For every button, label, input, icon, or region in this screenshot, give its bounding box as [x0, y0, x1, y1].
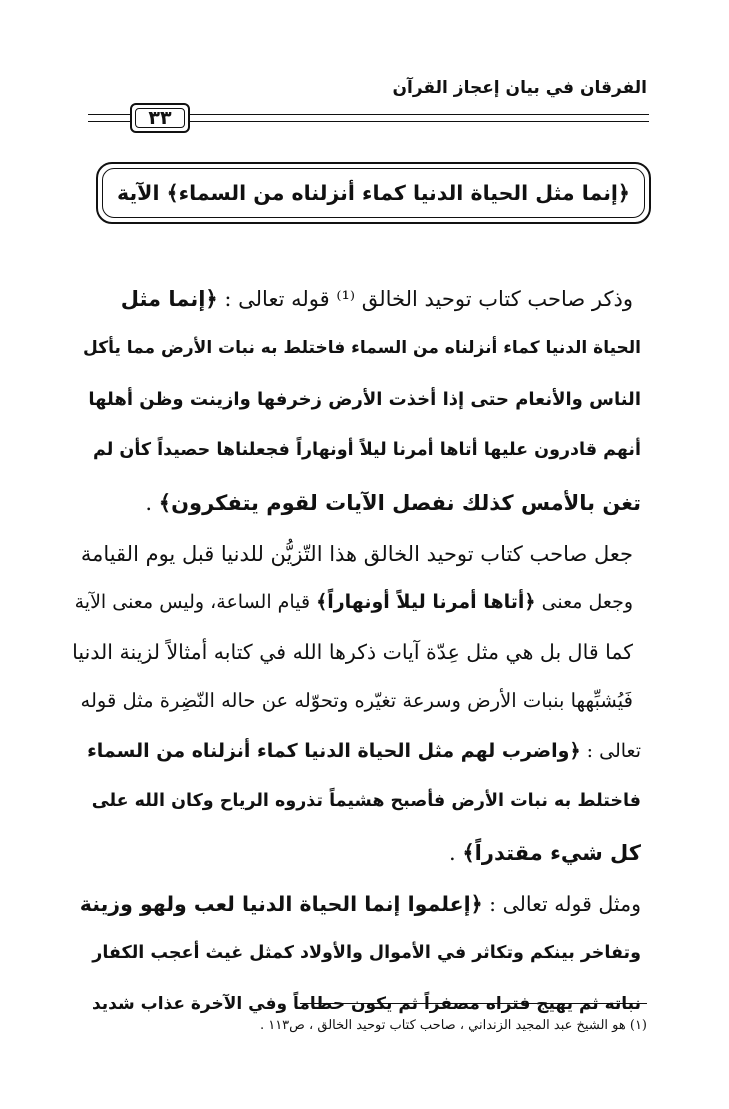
quran-quote: فاختلط به نبات الأرض فأصبح هشيماً تذروه الرياح وكان الله على — [91, 791, 641, 811]
page-number: ٣٣ — [148, 107, 172, 129]
line-segment: فَيُشبِّهها بنبات الأرض وسرعة تغيّره وتحوّله عن حاله النّضِرة مثل قوله — [80, 689, 633, 712]
text-line — [80, 894, 641, 915]
line-segment: وجعل معنى — [535, 591, 633, 613]
quran-quote: ﴿أتاها أمرنا ليلاً أونهاراً﴾ — [316, 591, 536, 613]
text-line — [87, 742, 641, 761]
quran-quote: الحياة الدنيا كماء أنزلناه من السماء فاختلط به نبات الأرض مما يأكل — [83, 338, 641, 358]
text-line — [80, 691, 633, 711]
quran-quote: ﴿إنما مثل — [120, 287, 218, 311]
text-line — [92, 996, 641, 1013]
footnote-rule — [300, 1003, 647, 1004]
text-line — [92, 793, 641, 811]
line-segment: جعل صاحب كتاب توحيد الخالق هذا التّزيُّن للدنيا قبل يوم القيامة — [80, 542, 633, 566]
running-header: الفرقان في بيان إعجاز القرآن — [392, 78, 647, 98]
page-number-box — [130, 103, 190, 133]
line-segment: . — [449, 841, 463, 865]
text-line — [449, 843, 641, 864]
quran-quote: نباته ثم يهيج فتراه مصفراً ثم يكون حطاماً وفي الآخرة عذاب شديد — [91, 994, 641, 1014]
line-segment: تعالى : — [580, 740, 641, 762]
line-segment: ومثل قوله تعالى : — [482, 892, 641, 916]
quran-quote: ﴿واضرب لهم مثل الحياة الدنيا كماء أنزلناه من السماء — [87, 740, 581, 762]
section-heading-frame — [96, 162, 651, 224]
quran-quote: الناس والأنعام حتى إذا أخذت الأرض زخرفها وازينت وظن أهلها — [88, 389, 641, 410]
text-line — [145, 493, 641, 514]
text-line — [83, 340, 641, 357]
text-line — [75, 593, 633, 612]
text-line — [121, 289, 633, 310]
line-segment: وذكر صاحب كتاب توحيد الخالق ⁽¹⁾ قوله تعالى : — [217, 287, 633, 311]
text-line — [88, 391, 641, 409]
footnote: (١) هو الشيخ عبد المجيد الزنداني ، صاحب كتاب توحيد الخالق ، ص١١٣ . — [259, 1018, 647, 1033]
text-line — [93, 442, 641, 460]
quran-quote: وتفاخر بينكم وتكاثر في الأموال والأولاد كمثل غيث أعجب الكفار — [92, 943, 641, 963]
text-line — [72, 642, 633, 663]
quran-quote: أنهم قادرون عليها أتاها أمرنا ليلاً أونهاراً فجعلناها حصيداً كأن لم — [93, 440, 641, 460]
quran-quote: كل شيء مقتدراً﴾ — [462, 841, 641, 865]
text-line — [81, 544, 633, 565]
line-segment: كما قال بل هي مثل عِدّة آيات ذكرها الله في كتابه أمثالاً لزينة الدنيا — [72, 640, 633, 664]
line-segment: . — [145, 491, 159, 515]
text-line — [92, 945, 641, 963]
quran-quote: تغن بالأمس كذلك نفصل الآيات لقوم يتفكرون﴾ — [158, 491, 641, 515]
quran-quote: ﴿إعلموا إنما الحياة الدنيا لعب ولهو وزينة — [79, 892, 483, 916]
section-heading: ﴿إنما مثل الحياة الدنيا كماء أنزلناه من السماء﴾ الآية — [117, 181, 630, 205]
line-segment: قيام الساعة، وليس معنى الآية — [74, 591, 317, 613]
